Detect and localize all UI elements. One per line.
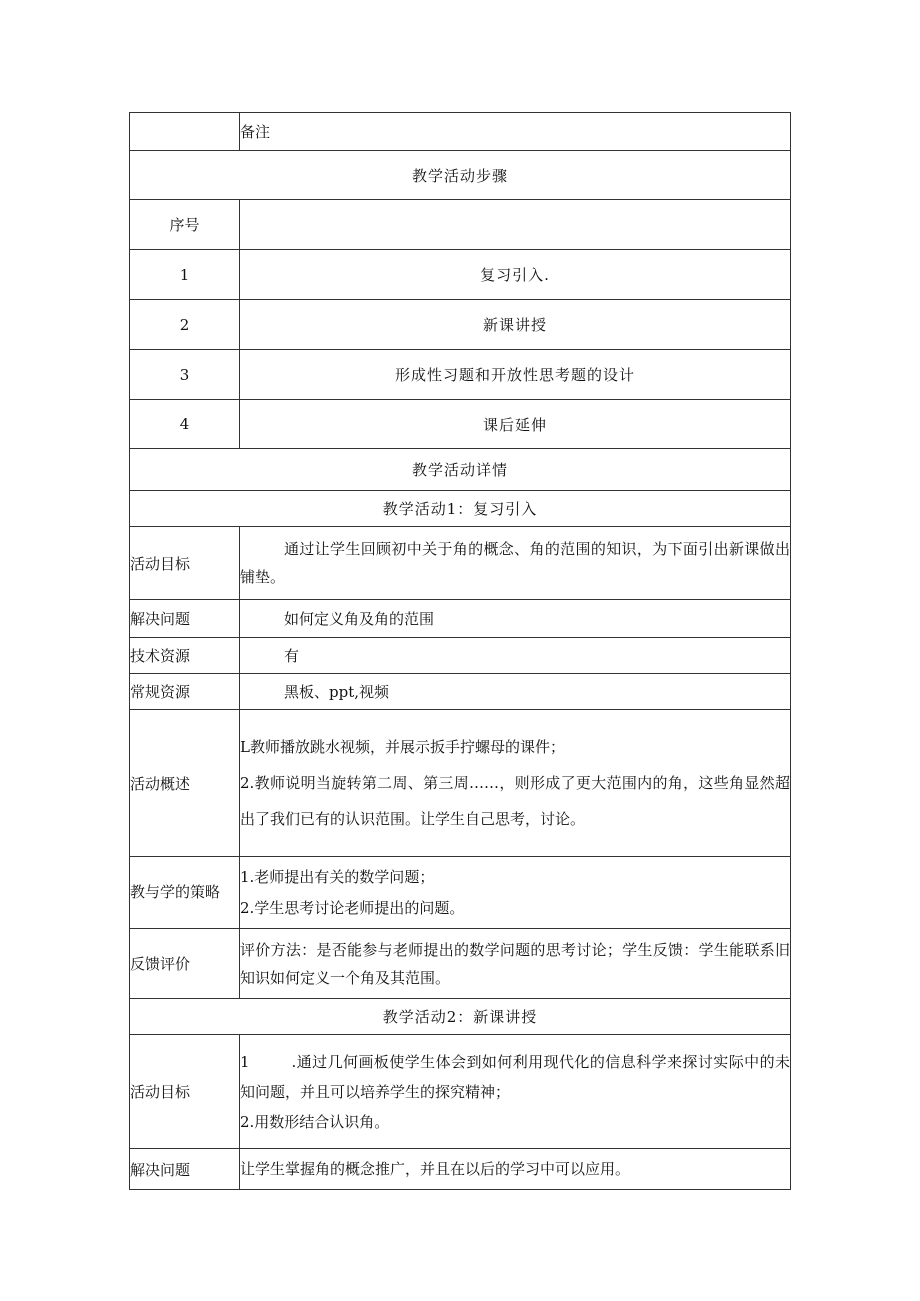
goal-number: 1: [240, 1052, 250, 1071]
step-text: 复习引入.: [240, 250, 791, 300]
activity2-problem-row: [130, 1149, 791, 1190]
goal-line-2: 2.用数形结合认识角。: [240, 1112, 390, 1131]
step-row: [130, 250, 791, 300]
activity2-title-row: [130, 999, 791, 1035]
goal-line: [240, 1047, 790, 1107]
step-number: 2: [130, 300, 240, 350]
activity1-problem-text: 如何定义角及角的范围: [240, 600, 791, 638]
activity2-goal-label: 活动目标: [130, 1035, 240, 1149]
strategy-line: 1.老师提出有关的数学问题；: [240, 867, 435, 886]
activity1-feedback-label: 反馈评价: [130, 929, 240, 999]
remark-blank-cell: [130, 113, 240, 151]
details-title-row: [130, 449, 791, 491]
seq-label: 序号: [130, 200, 240, 250]
activity1-problem-row: [130, 600, 791, 638]
activity1-title-row: [130, 491, 791, 527]
activity1-goal-label: 活动目标: [130, 527, 240, 600]
activity1-goal-row: [130, 527, 791, 600]
step-number: 4: [130, 400, 240, 449]
activity1-overview-row: [130, 710, 791, 857]
step-text: 新课讲授: [240, 300, 791, 350]
activity2-goal-text: [240, 1035, 791, 1149]
activity1-strategy-row: [130, 857, 791, 929]
strategy-line: 2.学生思考讨论老师提出的问题。: [240, 898, 465, 917]
activity1-regular-label: 常规资源: [130, 674, 240, 710]
step-number: 3: [130, 350, 240, 400]
activity1-goal-text: 通过让学生回顾初中关于角的概念、角的范围的知识，为下面引出新课做出铺垫。: [240, 527, 791, 600]
activity1-overview-text: [240, 710, 791, 857]
goal-line-1: .通过几何画板使学生体会到如何利用现代化的信息科学来探讨实际中的未知问题，并且可以培养学生的探究精神；: [240, 1052, 790, 1101]
steps-title-row: [130, 151, 791, 200]
activity1-overview-label: 活动概述: [130, 710, 240, 857]
step-text: 形成性习题和开放性思考题的设计: [240, 350, 791, 400]
remark-row: [130, 113, 791, 151]
remark-label: 备注: [240, 113, 791, 151]
activity1-feedback-text: 评价方法：是否能参与老师提出的数学问题的思考讨论；学生反馈：学生能联系旧知识如何定义一个角及其范围。: [240, 929, 791, 999]
activity2-problem-label: 解决问题: [130, 1149, 240, 1190]
activity1-strategy-text: [240, 857, 791, 929]
steps-title: 教学活动步骤: [130, 151, 791, 200]
activity2-title: 教学活动2：新课讲授: [130, 999, 791, 1035]
activity1-tech-text: 有: [240, 638, 791, 674]
activity1-regular-row: [130, 674, 791, 710]
step-row: [130, 300, 791, 350]
activity1-tech-label: 技术资源: [130, 638, 240, 674]
activity2-problem-text: 让学生掌握角的概念推广，并且在以后的学习中可以应用。: [240, 1149, 791, 1190]
activity1-tech-row: [130, 638, 791, 674]
lesson-plan-table: [129, 112, 791, 1190]
step-row: [130, 350, 791, 400]
activity1-problem-label: 解决问题: [130, 600, 240, 638]
step-row: [130, 400, 791, 449]
activity1-regular-text: 黑板、ppt,视频: [240, 674, 791, 710]
step-number: 1: [130, 250, 240, 300]
activity2-goal-row: [130, 1035, 791, 1149]
activity1-strategy-label: 教与学的策略: [130, 857, 240, 929]
activity1-feedback-row: [130, 929, 791, 999]
overview-line: 2.教师说明当旋转第二周、第三周……，则形成了更大范围内的角，这些角显然超出了我们已有的认识范围。让学生自己思考，讨论。: [240, 774, 790, 828]
seq-header-blank: [240, 200, 791, 250]
step-text: 课后延伸: [240, 400, 791, 449]
details-title: 教学活动详情: [130, 449, 791, 491]
activity1-title: 教学活动1：复习引入: [130, 491, 791, 527]
steps-header-row: [130, 200, 791, 250]
overview-line: L教师播放跳水视频，并展示扳手拧螺母的课件；: [240, 738, 565, 756]
